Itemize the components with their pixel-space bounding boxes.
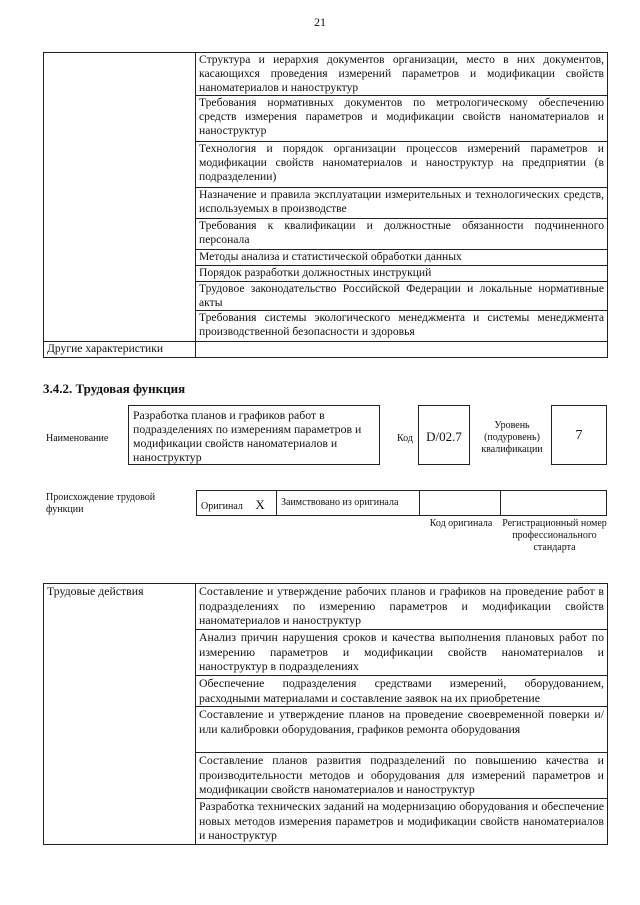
knowledge-row: Методы анализа и статистической обработки данных (196, 250, 608, 266)
labor-actions-label: Трудовые действия (44, 584, 196, 845)
other-characteristics-value (196, 342, 608, 358)
origin-label: Происхождение трудовой функции (46, 492, 156, 515)
knowledge-row: Структура и иерархия документов организации, место в них документов, касающихся проведения измерений параметров и модификации свойств наноматериалов и наноструктур (196, 53, 608, 96)
knowledge-row: Трудовое законодательство Российской Федерации и локальные нормативные акты (196, 282, 608, 311)
name-label: Наименование (46, 433, 109, 444)
knowledge-row: Технология и порядок организации процессов измерений параметров и модификации свойств наноматериалов и наноструктур на предприятии (в подразделении) (196, 142, 608, 188)
page-number: 21 (314, 15, 326, 29)
knowledge-table (43, 52, 608, 358)
section-heading: 3.4.2. Трудовая функция (43, 381, 186, 396)
labor-action-row: Составление и утверждение рабочих планов и графиков на проведение работ в подразделениях по измерению параметров и модификации свойств наноматериалов и наноструктур (196, 584, 608, 630)
original-label: Оригинал (201, 501, 243, 512)
knowledge-row: Требования к квалификации и должностные обязанности подчиненного персонала (196, 219, 608, 250)
labor-action-row: Разработка технических заданий на модернизацию оборудования и обеспечение новых методов измерения параметров и модификации свойств наноматериалов и наноструктур (196, 799, 608, 845)
labor-actions-table (43, 583, 608, 845)
borrowed-label: Заимствовано из оригинала (281, 497, 399, 508)
original-cell (196, 490, 277, 516)
original-code-cell (419, 490, 501, 516)
registration-number-cell (500, 490, 607, 516)
level-value: 7 (551, 405, 607, 465)
code-label: Код (397, 433, 413, 444)
labor-action-row: Составление планов развития подразделений по повышению качества и производительности методов и оборудования для измерений параметров и модификации свойств наноматериалов и наноструктур (196, 753, 608, 799)
origin-row (196, 490, 607, 516)
labor-action-row: Обеспечение подразделения средствами измерений, оборудованием, расходными материалами и составление заявок на их приобретение (196, 676, 608, 707)
level-label: Уровень (подуровень) квалификации (481, 420, 543, 455)
knowledge-row: Требования нормативных документов по метрологическому обеспечению средств измерения параметров и модификации свойств наноматериалов и наноструктур (196, 96, 608, 142)
code-caption: Код оригинала (429, 518, 493, 529)
labor-action-row: Анализ причин нарушения сроков и качества выполнения плановых работ по измерению параметров и модификации свойств наноматериалов и наноструктур в подразделениях (196, 630, 608, 676)
knowledge-row: Порядок разработки должностных инструкций (196, 266, 608, 282)
knowledge-row: Требования системы экологического менеджмента и системы менеджмента производственной безопасности и здоровья (196, 311, 608, 342)
original-mark: X (255, 497, 265, 512)
registration-caption: Регистрационный номер профессионального стандарта (502, 518, 607, 553)
code-value: D/02.7 (418, 405, 470, 465)
labor-action-row: Составление и утверждение планов на проведение своевременной поверки и/или калибровки оборудования, графиков ремонта оборудования (196, 707, 608, 753)
knowledge-row: Назначение и правила эксплуатации измерительных и технологических средств, используемых в производстве (196, 188, 608, 219)
knowledge-left-cell (44, 53, 196, 342)
borrowed-cell (276, 490, 420, 516)
name-value: Разработка планов и графиков работ в подразделениях по измерениям параметров и модификации свойств наноматериалов и наноструктур (128, 405, 380, 465)
other-characteristics-label: Другие характеристики (44, 342, 196, 358)
